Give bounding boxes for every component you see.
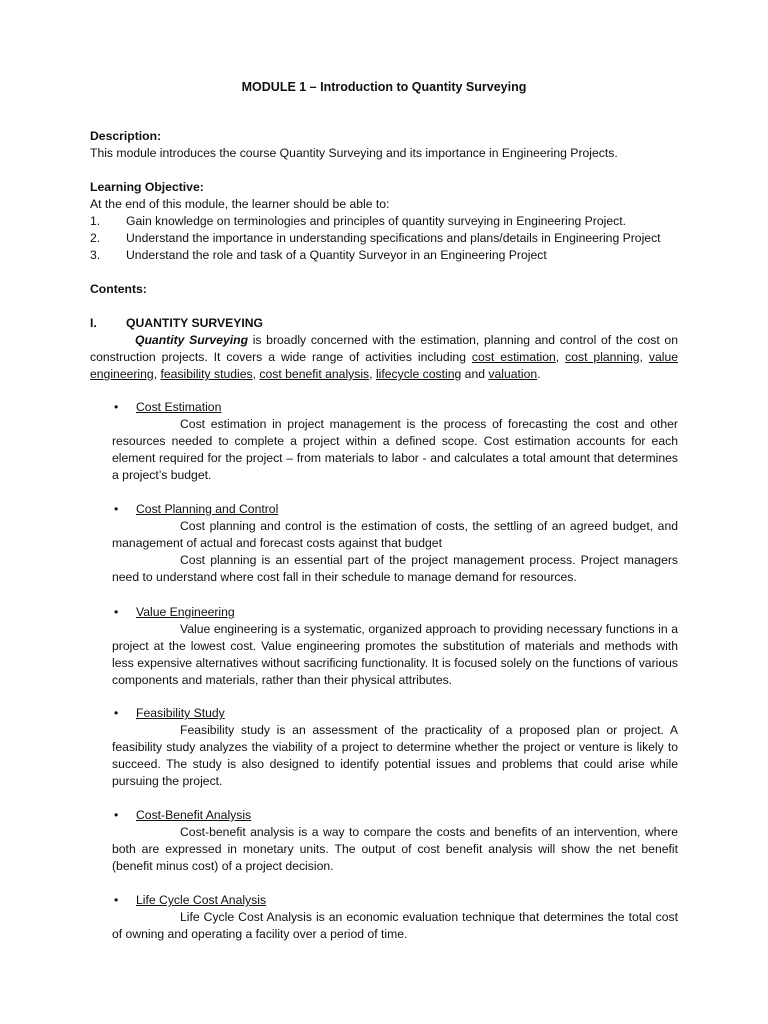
- link-feasibility-studies[interactable]: feasibility studies: [160, 367, 253, 381]
- bullet-paragraph: Value engineering is a systematic, organized approach to providing necessary functions in a project at the lowest cost. Value engineering promotes the substitution of materials and methods with less expensive alternatives without sacrificing functionality. It is focused solely on the functions of various components and materials, rather than their physical attributes.: [112, 622, 678, 687]
- bullet-cost-estimation: [90, 399, 678, 484]
- objective-item: [90, 213, 678, 230]
- objective-item-text: Understand the importance in understanding specifications and plans/details in Engineering Project: [126, 231, 661, 245]
- objective-block: [90, 179, 678, 264]
- link-cost-planning[interactable]: cost planning: [565, 350, 640, 364]
- link-cost-benefit-analysis[interactable]: cost benefit analysis: [259, 367, 370, 381]
- section-number: I.: [90, 316, 97, 330]
- bullet-body: [112, 518, 678, 586]
- bullet-icon: •: [114, 893, 119, 907]
- bullet-cost-benefit-analysis: [90, 807, 678, 875]
- bullet-paragraph: Cost-benefit analysis is a way to compare the costs and benefits of an intervention, where both are expressed in monetary units. The output of cost benefit analysis will show the net benefit (benefit minus cost) of a project decision.: [112, 825, 678, 873]
- objective-intro: At the end of this module, the learner should be able to:: [90, 197, 390, 211]
- objective-item: [90, 230, 678, 247]
- bullet-label: Cost-Benefit Analysis: [136, 808, 252, 822]
- section-quantity-surveying: [90, 315, 678, 383]
- bullet-body: [112, 824, 678, 875]
- bullet-paragraph: Cost estimation in project management is the process of forecasting the cost and other resources needed to complete a project within a defined scope. Cost estimation accounts for each element required for the project – from materials to labor - and calculates a total amount that determines a project’s budget.: [112, 417, 678, 482]
- bullet-icon: •: [114, 706, 119, 720]
- bullet-paragraph: Feasibility study is an assessment of the practicality of a proposed plan or project. A feasibility study analyzes the viability of a project to determine whether the project or venture is likely to succeed. The study is also designed to identify potential issues and problems that could arise while pursuing the project.: [112, 723, 678, 788]
- separator: ,: [369, 367, 376, 381]
- bullet-body: [112, 909, 678, 943]
- bullet-label: Cost Estimation: [136, 400, 222, 414]
- objective-item-number: 3.: [90, 248, 101, 262]
- page-title: MODULE 1 – Introduction to Quantity Surveying: [241, 80, 527, 94]
- bullet-life-cycle-cost-analysis: [90, 892, 678, 943]
- bullet-paragraph: Cost planning and control is the estimation of costs, the settling of an agreed budget, and management of actual and forecast costs against that budget: [112, 519, 678, 550]
- objective-item-number: 2.: [90, 231, 101, 245]
- section-intro-paragraph: [90, 332, 678, 383]
- link-valuation[interactable]: valuation: [488, 367, 538, 381]
- description-block: [90, 128, 678, 162]
- bullet-feasibility-study: [90, 705, 678, 790]
- bullet-label: Value Engineering: [136, 605, 235, 619]
- bullet-label: Cost Planning and Control: [136, 502, 279, 516]
- separator: and: [461, 367, 489, 381]
- bullet-icon: •: [114, 400, 119, 414]
- separator: .: [537, 367, 541, 381]
- term-quantity-surveying: Quantity Surveying: [135, 333, 249, 347]
- bullet-cost-planning: [90, 501, 678, 586]
- bullet-body: [112, 416, 678, 484]
- bullet-paragraph: Life Cycle Cost Analysis is an economic evaluation technique that determines the total cost of owning and operating a facility over a period of time.: [112, 910, 678, 941]
- separator: ,: [153, 367, 161, 381]
- bullet-body: [112, 722, 678, 790]
- link-cost-estimation[interactable]: cost estimation: [471, 350, 556, 364]
- bullet-value-engineering: [90, 604, 678, 689]
- bullet-icon: •: [114, 808, 119, 822]
- separator: ,: [252, 367, 260, 381]
- separator: ,: [639, 350, 649, 364]
- bullet-paragraph: Cost planning is an essential part of the project management process. Project managers need to understand where cost fall in their schedule to manage demand for resources.: [112, 553, 678, 584]
- bullet-body: [112, 621, 678, 689]
- objective-item-text: Understand the role and task of a Quantity Surveyor in an Engineering Project: [126, 248, 547, 262]
- objective-item-number: 1.: [90, 214, 101, 228]
- bullet-label: Feasibility Study: [136, 706, 225, 720]
- bullet-label: Life Cycle Cost Analysis: [136, 893, 267, 907]
- description-heading: Description:: [90, 129, 162, 143]
- section-title: QUANTITY SURVEYING: [126, 316, 264, 330]
- separator: ,: [555, 350, 566, 364]
- description-text: This module introduces the course Quantity Surveying and its importance in Engineering Projects.: [90, 146, 618, 160]
- bullet-icon: •: [114, 502, 119, 516]
- link-lifecycle-costing[interactable]: lifecycle costing: [375, 367, 462, 381]
- section-heading: [90, 315, 678, 332]
- objective-heading: Learning Objective:: [90, 180, 204, 194]
- link-value-engineering[interactable]: value engineering: [90, 350, 678, 381]
- intro-text: is broadly concerned with the estimation, planning and control of the cost on construction projects. It covers a wide range of activities including: [90, 333, 678, 364]
- objective-item: [90, 247, 678, 264]
- bullet-icon: •: [114, 605, 119, 619]
- objective-item-text: Gain knowledge on terminologies and principles of quantity surveying in Engineering Project.: [126, 214, 626, 228]
- contents-heading: Contents:: [90, 282, 147, 296]
